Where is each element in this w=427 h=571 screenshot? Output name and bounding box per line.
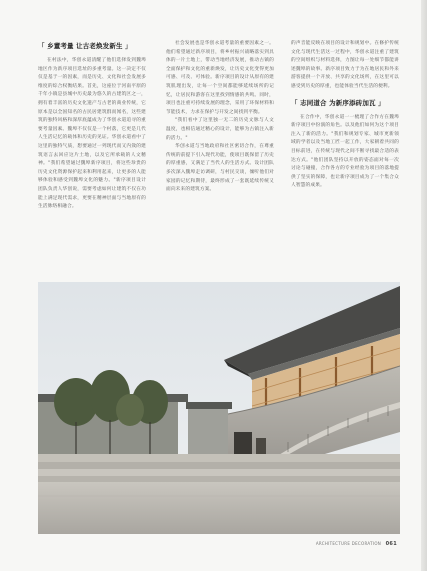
page-edge: [421, 0, 427, 571]
architecture-photo: [38, 282, 400, 534]
page-footer: [316, 541, 397, 547]
paragraph: 华创永道与当地政府和社区密切合作，在尊重传统的前提下引入现代功能，使项目既保留了历史的厚重感，又满足了当代人的生活方式。设计团队多次深入魏埠走访调研，与村民交谈，倾听他们对家园的记忆和期待，最终形成了一套既延续传统又面向未来的建筑方案。: [166, 144, 274, 193]
quote-paragraph: "我们看中了这里独一无二的历史文脉与人文温度，也相信通过精心的设计，能够为古镇注入新的活力。": [166, 118, 274, 141]
article-text: [38, 40, 398, 252]
paragraph: 的声音能反映在项目的设计和规划中。在修护传统文化与现代生活这一过程中，华创永道注重了建筑的空间组织与材料选择，力图让每一处细节都能讲述魏埠的故事。新序项目致力于为在地居民和外来游客提供一个开放、共享的文化场所，在这里可以感受到历史的厚重，也能体验当代生活的便利。: [291, 41, 399, 89]
section-title-2: 「 志同道合 为新序添砖加瓦 」: [291, 98, 385, 107]
page-number: 061: [385, 541, 397, 547]
paragraph: 在合作中，华创永道一一梳理了合作方在魏埠新序项目中扮演的角色。以及他们如何为这个项目注入了新的活力。"我们和规划专家、城市更新领域的学者以及当地工匠一起工作，大家朝着共同的目标前进，在传统与现代之间不断寻找最合适的表达方式。"他们团队坚持以开放的姿态面对每一次讨论与碰撞，合作各方的专业经验为项目的落地提供了坚实的保障，也让新序项目成为了一个集合众人智慧的成果。: [291, 114, 399, 189]
paragraph: 社会发展也是华创永道考量的重要因素之一。他们希望通过新序项目，将乡村振兴战略落实到具体的一片土地上，带动当地经济发展，推动古镇的全面保护和文化的重新焕发，让历史文化变得更加可感、可及、可体验。新序项目的设计从原有的建筑肌理出发，让每一个空间都能够延续场所的记忆，让居民和游客在这里找到情感的共鸣。同时，项目也注重可持续发展的理念，采用了环保材料和节能技术，力求在保护与开发之间找到平衡。: [166, 41, 274, 115]
text-column-2: [166, 40, 274, 195]
text-column-1: [38, 40, 146, 212]
magazine-name: ARCHITECTURE DECORATION: [315, 541, 382, 546]
section-title-1: 「 乡董考量 让古老焕发新生 」: [38, 42, 132, 50]
paragraph: 在村法中，华创永道清醒了他们选择发到魏埠地区作为新序项目选址的多重考量。这一决定不仅仅是基于一的因素，而是历史、文化和社会发展多维度的综合权衡结果。首先，这座位于河南平原的千年小镇是县城中历史最为悠久的古建筑区之一，拥有着丰富的历史文化遗产与古老的商业传统，它原本是以全国知名的古民居建筑群而闻名，这些建筑的独特风格和深厚底蕴成为了华创永道追寻的重要考量因素。魏埠不仅仅是一个村落，它更是几代人生活记忆的载体和历史的见证。华创永道看中了这里的独特气质，想要通过一列现代而又内敛的建筑语言去回应这片土地，以及它所承载的人文精神。"我们希望通过魏埠新序项目，将这些珍贵的历史文化资源保护起来和利用起来，让更多的人能够体验和感受到魏埠文化的魅力。"新序项目设计团队负责人华创说，需要考虑如何让建筑不仅在功能上满足现代需求，更要在精神层面与当地原有的生活脉络相融合。: [38, 58, 146, 210]
text-column-3: [291, 40, 399, 191]
